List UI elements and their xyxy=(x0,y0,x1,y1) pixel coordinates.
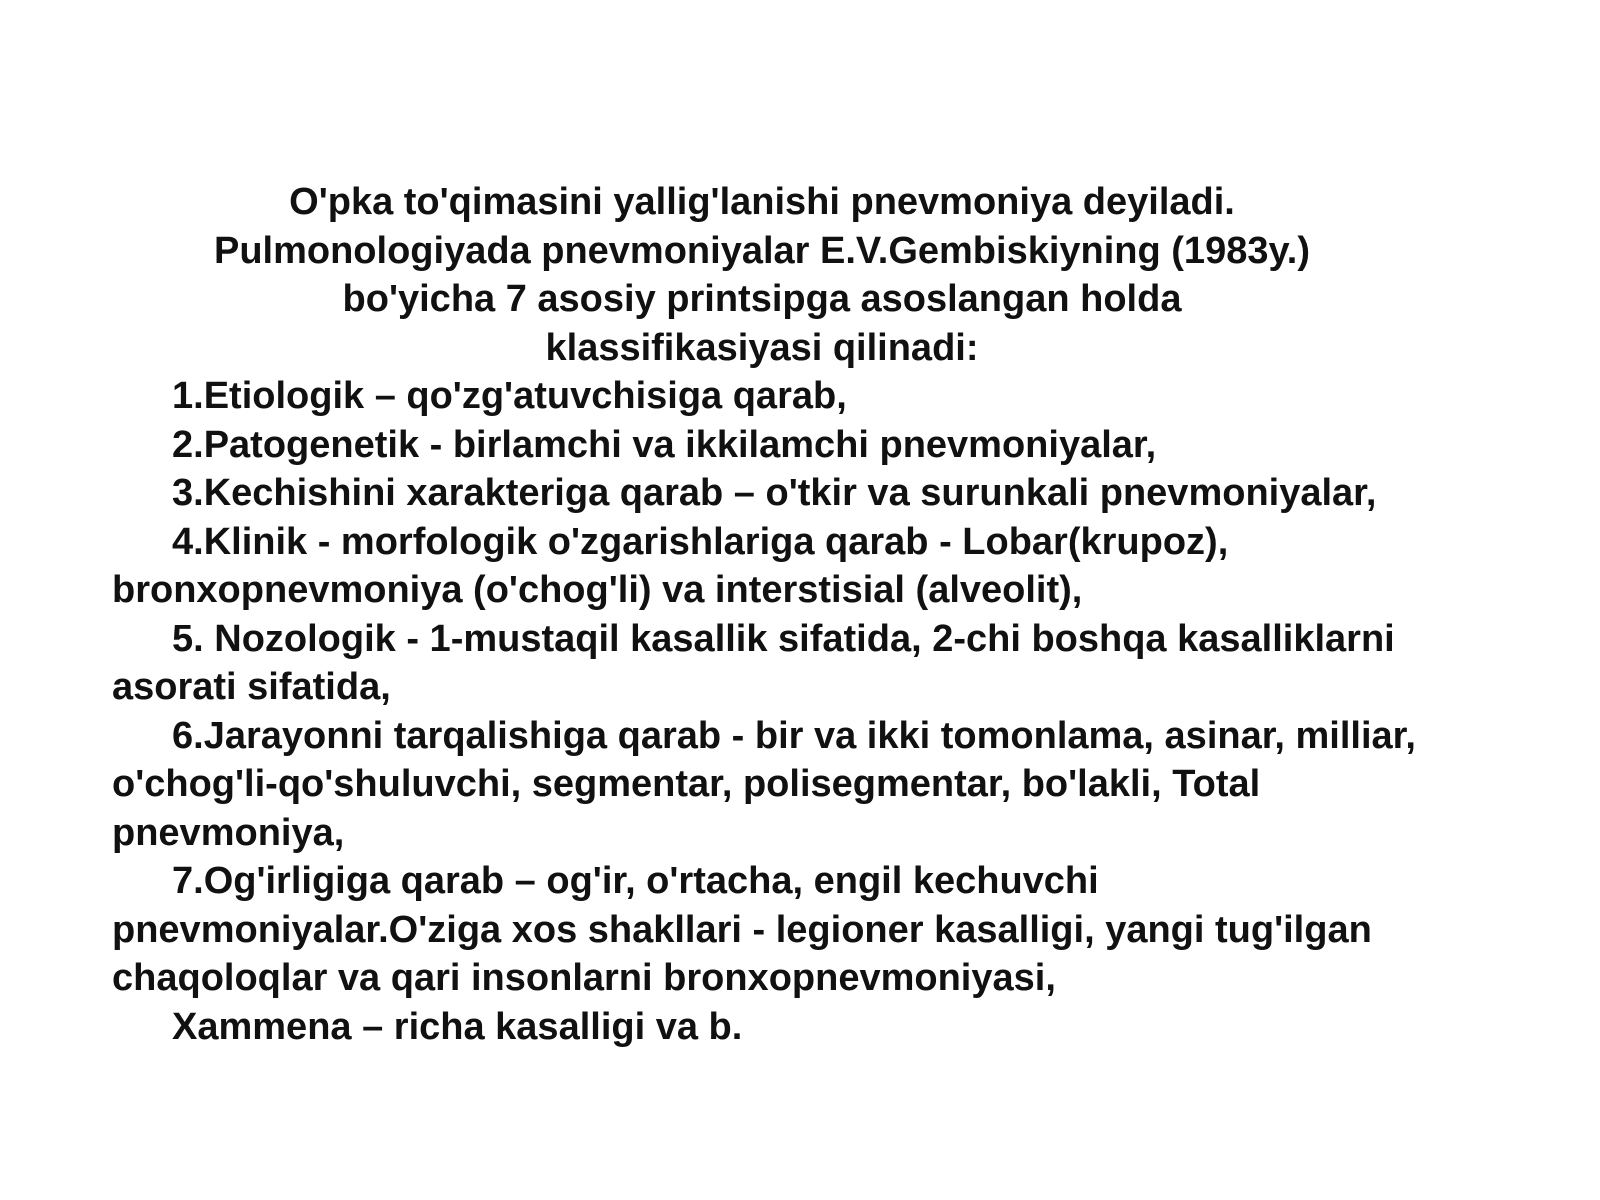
list-item: 6.Jarayonni tarqalishiga qarab - bir va ikki tomonlama, asinar, milliar, o'chog'li-qo'shuluvchi, segmentar, polisegmentar, bo'lakli, Total pnevmoniya, xyxy=(112,714,1416,854)
intro-line: Pulmonologiyada pnevmoniyalar E.V.Gembiskiyning (1983y.) xyxy=(213,229,1310,272)
intro-paragraph xyxy=(112,178,1452,372)
list-item: 2.Patogenetik - birlamchi va ikkilamchi pnevmoniyalar, xyxy=(172,423,1157,466)
intro-line: klassifikasiyasi qilinadi: xyxy=(545,326,979,369)
intro-line: O'pka to'qimasini yallig'lanishi pnevmoniya deyiladi. xyxy=(289,181,1235,223)
slide-body xyxy=(112,178,1452,1051)
list-item: 5. Nozologik - 1-mustaqil kasallik sifatida, 2-chi boshqa kasalliklarni asorati sifatida, xyxy=(112,617,1395,708)
list-item: 3.Kechishini xarakteriga qarab – o'tkir va surunkali pnevmoniyalar, xyxy=(172,472,1377,514)
list-item: 7.Og'irligiga qarab – og'ir, o'rtacha, engil kechuvchi pnevmoniyalar.O'ziga xos shakllari - legioner kasalligi, yangi tug'ilgan chaqoloqlar va qari insonlarni bronxopnevmoniyasi, xyxy=(112,860,1372,999)
list-item: 1.Etiologik – qo'zg'atuvchisiga qarab, xyxy=(172,375,847,417)
list-item: Xammena – richa kasalligi va b. xyxy=(172,1005,743,1048)
list-item: 4.Klinik - morfologik o'zgarishlariga qarab - Lobar(krupoz), bronxopnevmoniya (o'chog'li) va interstisial (alveolit), xyxy=(112,520,1229,611)
classification-list xyxy=(112,372,1452,1051)
intro-line: bo'yicha 7 asosiy printsipga asoslangan holda xyxy=(342,278,1182,320)
